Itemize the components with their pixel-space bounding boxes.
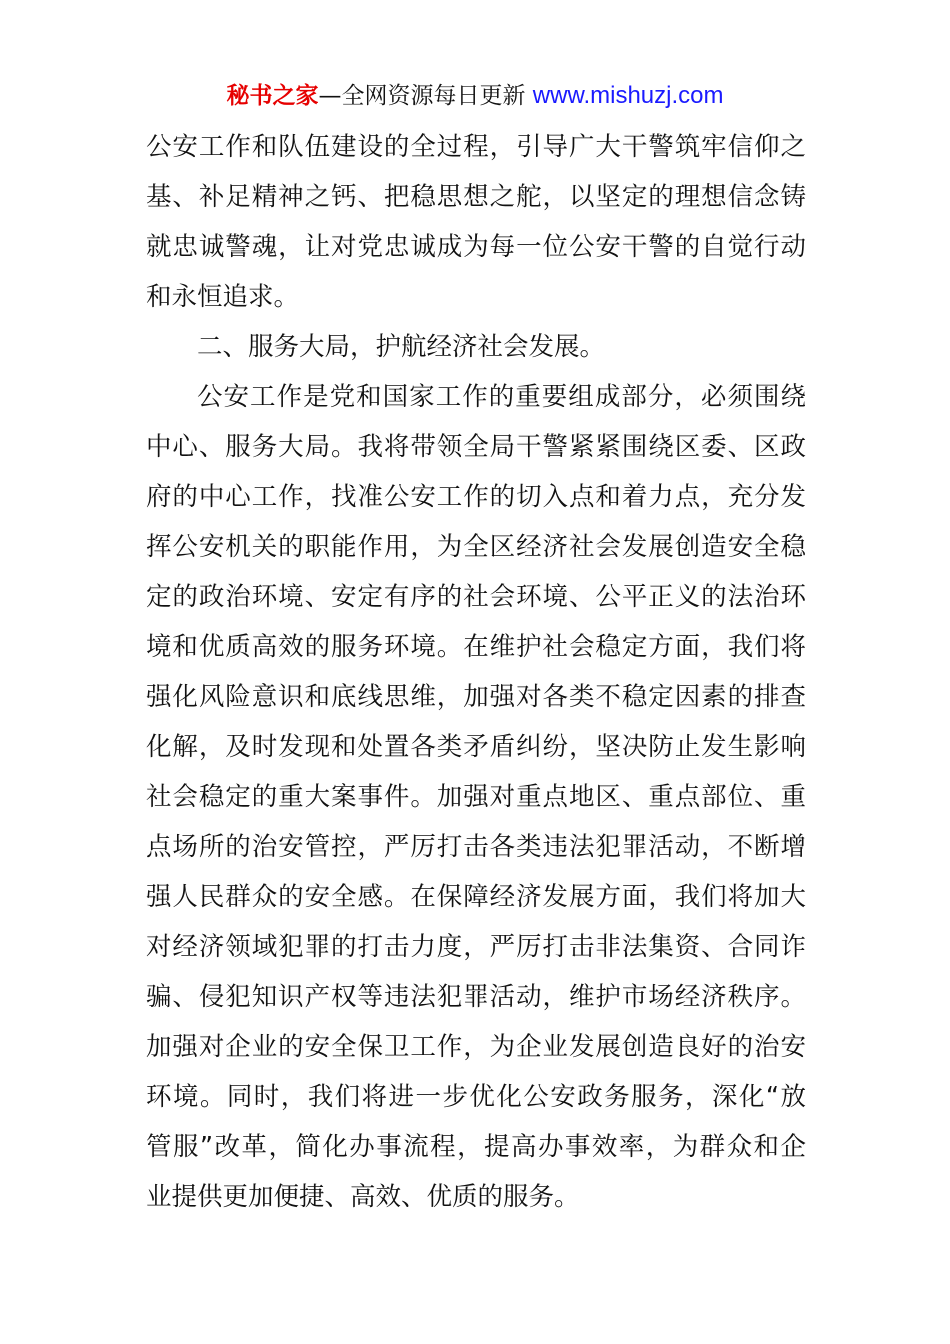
text-line: 挥公安机关的职能作用，为全区经济社会发展创造安全稳 [146,532,806,562]
text-line: 环境。同时，我们将进一步优化公安政务服务，深化“放 [146,1082,806,1112]
header-tagline: —全网资源每日更新 [318,83,533,109]
text-line: 骗、侵犯知识产权等违法犯罪活动，维护市场经济秩序。 [146,982,806,1012]
text-line: 基、补足精神之钙、把稳思想之舵，以坚定的理想信念铸 [146,182,806,212]
text-line: 化解，及时发现和处置各类矛盾纠纷，坚决防止发生影响 [146,732,806,762]
text-line: 强人民群众的安全感。在保障经济发展方面，我们将加大 [146,882,806,912]
section-heading: 二、服务大局，护航经济社会发展。 [197,332,606,362]
text-line: 点场所的治安管控，严厉打击各类违法犯罪活动，不断增 [146,832,806,862]
text-line: 中心、服务大局。我将带领全局干警紧紧围绕区委、区政 [146,432,806,462]
brand-name: 秘书之家 [226,83,319,109]
text-line: 社会稳定的重大案事件。加强对重点地区、重点部位、重 [146,782,806,812]
text-line: 境和优质高效的服务环境。在维护社会稳定方面，我们将 [146,632,806,662]
text-line: 公安工作和队伍建设的全过程，引导广大干警筑牢信仰之 [146,132,806,162]
text-line: 加强对企业的安全保卫工作，为企业发展创造良好的治安 [146,1032,806,1062]
document-body [146,122,806,1222]
text-line: 就忠诚警魂，让对党忠诚成为每一位公安干警的自觉行动 [146,232,806,262]
text-line: 和永恒追求。 [146,282,300,312]
text-line: 府的中心工作，找准公安工作的切入点和着力点，充分发 [146,482,806,512]
text-line: 管服”改革，简化办事流程，提高办事效率，为群众和企 [146,1132,806,1162]
text-line: 强化风险意识和底线思维，加强对各类不稳定因素的排查 [146,682,806,712]
text-line: 对经济领域犯罪的打击力度，严厉打击非法集资、合同诈 [146,932,806,962]
paragraph-first-line: 公安工作是党和国家工作的重要组成部分，必须围绕 [197,382,806,412]
site-url[interactable]: www.mishuzj.com [532,82,724,109]
page-header [0,80,950,112]
text-line: 业提供更加便捷、高效、优质的服务。 [146,1182,580,1212]
text-line: 定的政治环境、安定有序的社会环境、公平正义的法治环 [146,582,806,612]
